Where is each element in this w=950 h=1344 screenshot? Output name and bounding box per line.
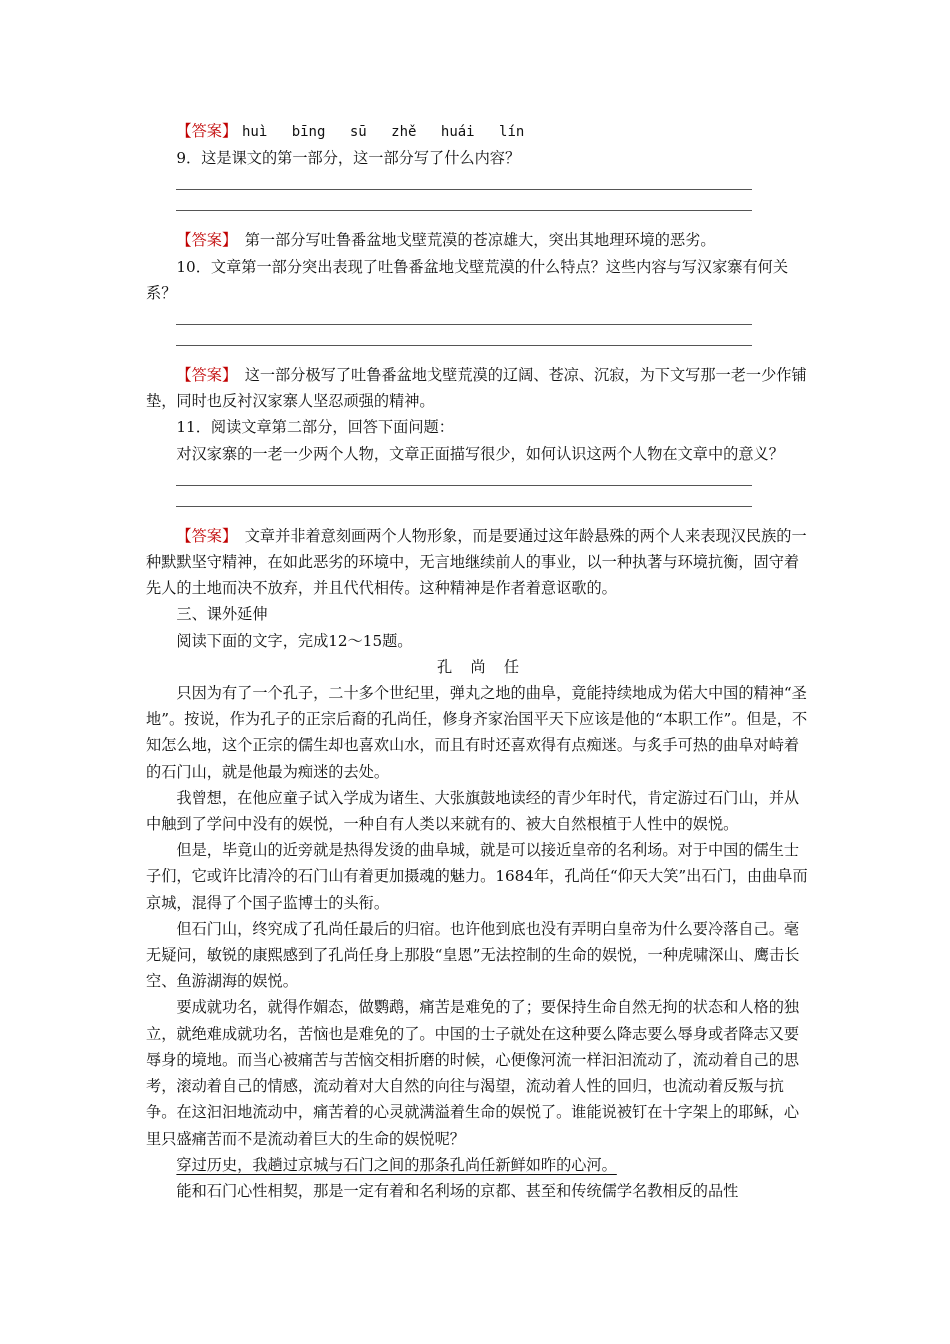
article-paragraph: 要成就功名，就得作媚态，做鹦鹉，痛苦是难免的了；要保持生命自然无拘的状态和人格的独立，就绝难成就功名，苦恼也是难免的了。中国的士子就处在这种要么降志要么辱身或者降志又要辱身的境地。而当心被痛苦与苦恼交相折磨的时候，心便像河流一样汩汩流动了，流动着自己的思考，滚动着自己的情感，流动着对大自然的向往与渴望，流动着人性的回归，也流动着反叛与抗争。在这汩汩地流动中，痛苦着的心灵就满溢着生命的娱悦了。谁能说被钉在十字架上的耶稣，心里只盛痛苦而不是流动着巨大的生命的娱悦呢？ (146, 998, 800, 1148)
answer-blank-line (176, 506, 752, 507)
question-10: 10．文章第一部分突出表现了吐鲁番盆地戈壁荒漠的什么特点？这些内容与写汉家寨有何关系？ (146, 257, 789, 302)
question-9: 9．这是课文的第一部分，这一部分写了什么内容？ (176, 149, 521, 168)
pinyin-3: sū (349, 124, 367, 140)
underlined-sentence (146, 1152, 810, 1178)
question-11-sub: 对汉家寨的一老一少两个人物，文章正面描写很少，如何认识这两个人物在文章中的意义？ (176, 444, 784, 463)
answer-tag: 【答案】 (176, 366, 230, 385)
question-11: 11．阅读文章第二部分，回答下面问题： (176, 418, 454, 437)
answer-blank-line (176, 210, 752, 211)
answer-11 (146, 523, 810, 602)
pinyin-4: zhě (391, 124, 417, 140)
article-paragraph: 我曾想，在他应童子试入学成为诸生、大张旗鼓地读经的青少年时代，肯定游过石门山，并从中触到了学问中没有的娱悦，一种自有人类以来就有的、被大自然根植于人性中的娱悦。 (146, 788, 800, 834)
answer-10 (146, 362, 810, 414)
pinyin-1: huì (241, 124, 268, 140)
answer-blank-line (176, 324, 752, 325)
answer-10-text: 这一部分极写了吐鲁番盆地戈壁荒漠的辽阔、苍凉、沉寂，为下文写那一老一少作铺垫，同时也反衬汉家寨人坚忍顽强的精神。 (146, 366, 807, 411)
answer-blank-line (176, 345, 752, 346)
pinyin-6: lín (499, 124, 525, 140)
article-title: 孔尚任 (436, 657, 538, 676)
answer-blank-line (176, 189, 752, 190)
underlined-text: 穿过历史，我趟过京城与石门之间的那条孔尚任新鲜如昨的心河。 (176, 1155, 617, 1174)
answer-9 (146, 227, 810, 253)
answer-11-text: 文章并非着意刻画两个人物形象，而是要通过这年龄悬殊的两个人来表现汉民族的一种默默坚守精神，在如此恶劣的环境中，无言地继续前人的事业，以一种执著与环境抗衡，固守着先人的土地而决不放弃，并且代代相传。这种精神是作者着意讴歌的。 (146, 526, 807, 598)
answer-9-text: 第一部分写吐鲁番盆地戈壁荒漠的苍凉雄大，突出其地理环境的恶劣。 (244, 231, 716, 250)
document-page (146, 118, 810, 1204)
pinyin-5: huái (440, 124, 475, 140)
answer-tag: 【答案】 (176, 122, 238, 140)
answer-blank-line (176, 485, 752, 486)
article-paragraph: 但是，毕竟山的近旁就是热得发烫的曲阜城，就是可以接近皇帝的名利场。对于中国的儒生士子们，它或许比清冷的石门山有着更加摄魂的魅力。1684年，孔尚任“仰天大笑”出石门，由曲阜而京城，混得了个国子监博士的头衔。 (146, 841, 808, 912)
answer-tag: 【答案】 (176, 231, 230, 250)
answer-tag: 【答案】 (176, 526, 230, 545)
answer-8 (146, 118, 810, 145)
reading-instruction: 阅读下面的文字，完成12～15题。 (176, 631, 413, 650)
article-paragraph: 只因为有了一个孔子，二十多个世纪里，弹丸之地的曲阜，竟能持续地成为偌大中国的精神“圣地”。按说，作为孔子的正宗后裔的孔尚任，修身齐家治国平天下应该是他的“本职工作”。但是，不知怎么地，这个正宗的儒生却也喜欢山水，而且有时还喜欢得有点痴迷。与炙手可热的曲阜对峙着的石门山，就是他最为痴迷的去处。 (146, 684, 808, 781)
pinyin-2: bīng (291, 124, 326, 140)
article-paragraph: 能和石门心性相契，那是一定有着和名利场的京都、甚至和传统儒学名教相反的品性 (176, 1181, 739, 1200)
pinyin-answer (242, 124, 540, 140)
section-heading: 三、课外延伸 (176, 605, 268, 624)
article-paragraph: 但石门山，终究成了孔尚任最后的归宿。也许他到底也没有弄明白皇帝为什么要冷落自己。毫无疑问，敏锐的康熙感到了孔尚任身上那股“皇恩”无法控制的生命的娱悦，一种虎啸深山、鹰击长空、鱼游湖海的娱悦。 (146, 919, 800, 991)
